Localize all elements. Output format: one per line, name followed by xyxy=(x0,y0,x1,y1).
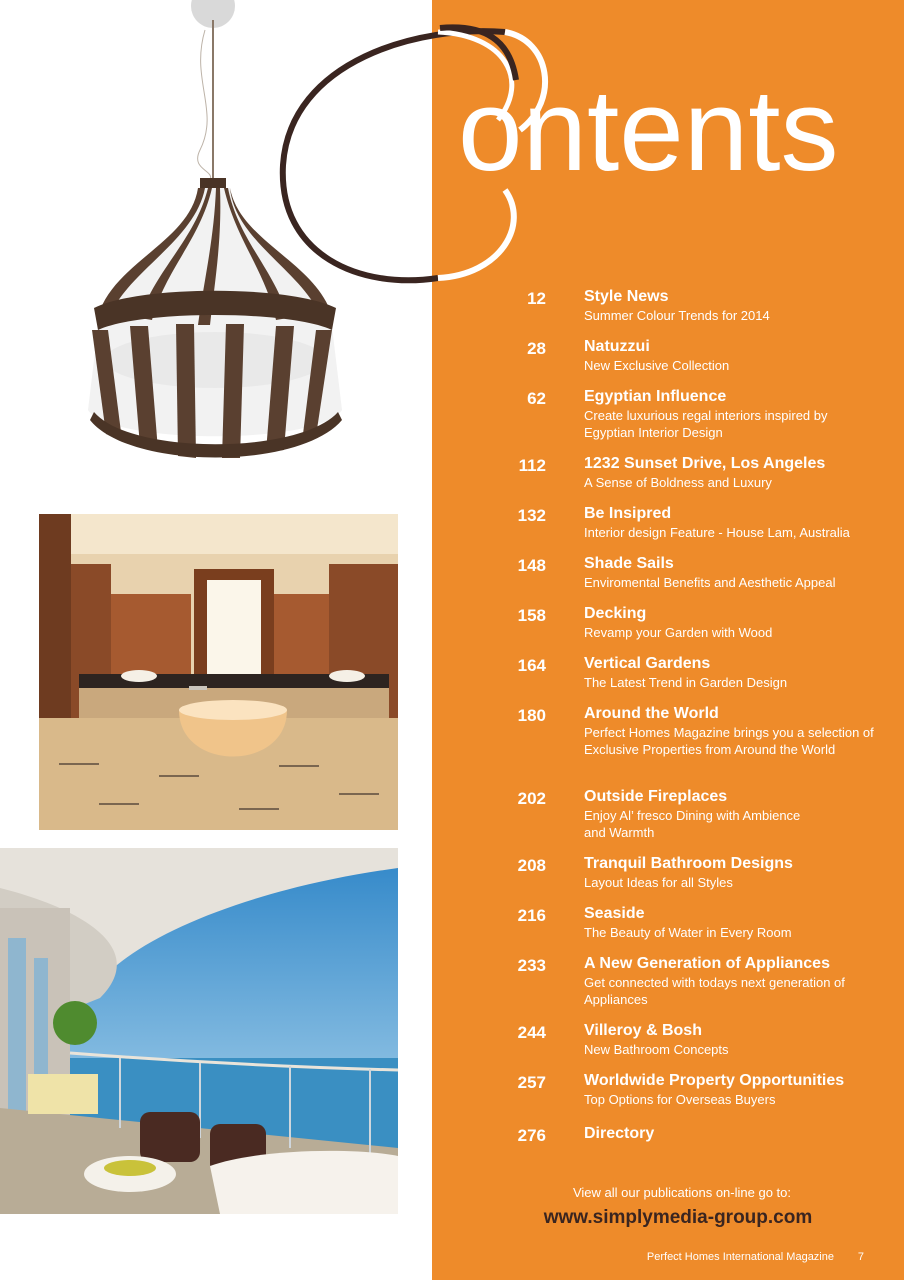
toc-title: Worldwide Property Opportunities xyxy=(584,1072,845,1089)
toc-page-number: 244 xyxy=(517,1023,546,1042)
toc-subtitle: Perfect Homes Magazine brings you a selection of Exclusive Properties from Around the World xyxy=(584,725,874,757)
toc-subtitle: The Latest Trend in Garden Design xyxy=(584,675,788,690)
toc-title: Around the World xyxy=(584,705,719,722)
toc-page-number: 216 xyxy=(517,906,546,925)
toc-title: Be Insipred xyxy=(584,505,672,522)
toc-page-number: 158 xyxy=(517,606,546,625)
toc-subtitle: Enjoy Al’ fresco Dining with Ambience and Warmth xyxy=(584,808,801,840)
toc-title: Seaside xyxy=(584,905,645,922)
pendant-lamp-image xyxy=(80,0,380,470)
toc-page-number: 208 xyxy=(517,856,546,875)
toc-page-number: 276 xyxy=(517,1126,546,1145)
toc-page-number: 233 xyxy=(517,956,546,975)
toc-page-number: 62 xyxy=(527,389,546,408)
toc-title: Tranquil Bathroom Designs xyxy=(584,855,793,872)
page-number: 7 xyxy=(857,1251,864,1263)
toc-subtitle: Interior design Feature - House Lam, Australia xyxy=(584,525,850,540)
toc-subtitle: New Exclusive Collection xyxy=(584,358,730,373)
toc-title: Villeroy & Bosh xyxy=(584,1022,702,1039)
toc-title: Egyptian Influence xyxy=(584,388,727,405)
toc-title: Decking xyxy=(584,605,647,622)
toc-subtitle: Enviromental Benefits and Aesthetic Appeal xyxy=(584,575,836,590)
toc-subtitle: Get connected with todays next generation of Appliances xyxy=(584,975,845,1007)
page-title: ontents xyxy=(458,65,839,195)
toc-subtitle: A Sense of Boldness and Luxury xyxy=(584,475,772,490)
magazine-name: Perfect Homes International Magazine xyxy=(646,1251,834,1263)
toc-subtitle: The Beauty of Water in Every Room xyxy=(584,925,792,940)
toc-page-number: 148 xyxy=(517,556,546,575)
toc-title: Shade Sails xyxy=(584,555,674,572)
toc-page-number: 132 xyxy=(517,506,546,525)
toc-title: Outside Fireplaces xyxy=(584,788,728,805)
toc-page-number: 257 xyxy=(517,1073,546,1092)
toc-title: Style News xyxy=(584,288,669,305)
toc-page-number: 28 xyxy=(527,339,546,358)
toc-title: Vertical Gardens xyxy=(584,655,711,672)
toc-subtitle: New Bathroom Concepts xyxy=(584,1042,729,1057)
toc-title: Directory xyxy=(584,1125,655,1142)
toc-subtitle: Layout Ideas for all Styles xyxy=(584,875,733,890)
toc-title: Natuzzui xyxy=(584,338,650,355)
toc-title: 1232 Sunset Drive, Los Angeles xyxy=(584,455,826,472)
toc-subtitle: Revamp your Garden with Wood xyxy=(584,625,773,640)
toc-page-number: 12 xyxy=(527,289,546,308)
toc-page-number: 180 xyxy=(517,706,546,725)
toc-page-number: 202 xyxy=(517,789,546,808)
website-link[interactable]: www.simplymedia-group.com xyxy=(543,1207,813,1228)
bathroom-photo xyxy=(39,514,398,830)
toc-page-number: 164 xyxy=(517,656,546,675)
toc-subtitle: Create luxurious regal interiors inspired by Egyptian Interior Design xyxy=(584,408,828,440)
online-prompt: View all our publications on-line go to: xyxy=(572,1185,791,1200)
toc-page-number: 112 xyxy=(518,456,546,475)
toc-subtitle: Top Options for Overseas Buyers xyxy=(584,1092,776,1107)
toc-subtitle: Summer Colour Trends for 2014 xyxy=(584,308,770,323)
toc-title: A New Generation of Appliances xyxy=(584,955,830,972)
balcony-photo xyxy=(0,848,398,1214)
